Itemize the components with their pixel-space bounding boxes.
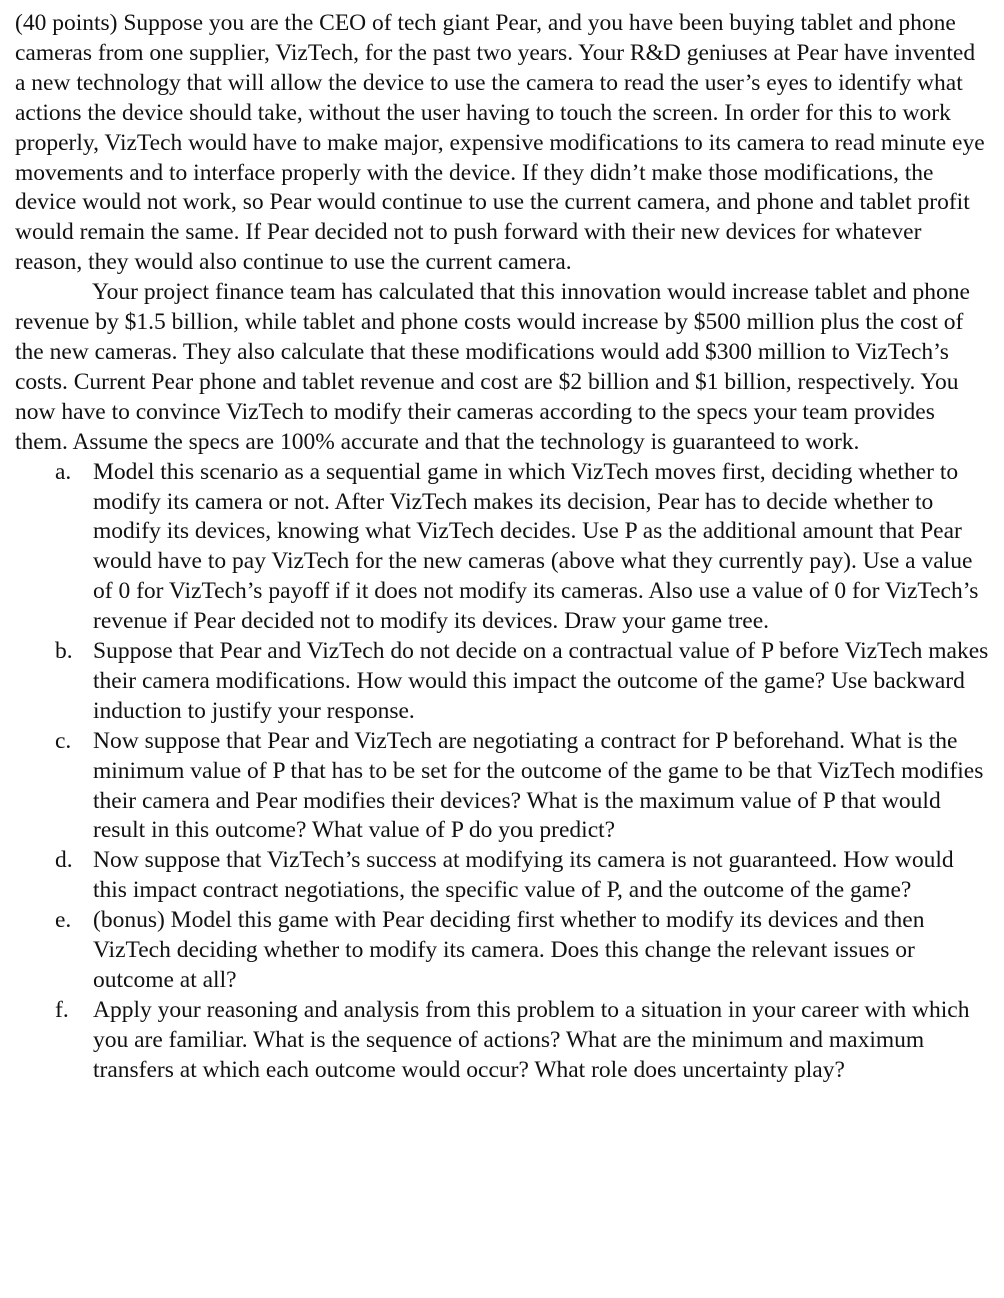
question-item-d bbox=[15, 846, 990, 906]
question-item-c bbox=[15, 727, 990, 847]
question-label: a. bbox=[55, 458, 72, 485]
question-label: e. bbox=[55, 907, 72, 934]
question-item-b bbox=[15, 637, 990, 727]
question-item-e bbox=[15, 906, 990, 996]
question-text: Suppose that Pear and VizTech do not decide on a contractual value of P before VizTech makes their camera modifications. How would this impact the outcome of the game? Use backward induction to justify your response. bbox=[93, 638, 989, 724]
question-label: c. bbox=[55, 727, 72, 754]
question-text: Apply your reasoning and analysis from this problem to a situation in your career with which you are familiar. What is the sequence of actions? What are the minimum and maximum transfers at which each outcome would occur? What role does uncertainty play? bbox=[93, 996, 970, 1083]
question-list bbox=[15, 458, 990, 1086]
question-label: b. bbox=[55, 638, 73, 665]
question-item-f bbox=[15, 996, 990, 1086]
question-label: d. bbox=[55, 847, 73, 874]
finance-paragraph: Your project finance team has calculated that this innovation would increase tablet and phone revenue by $1.5 billion, while tablet and phone costs would increase by $500 million plus the cost of the new cameras. They also calculate that these modifications would add $300 million to VizTech’s costs. Current Pear phone and tablet revenue and cost are $2 billion and $1 billion, respectively. You now have to convince VizTech to modify their cameras according to the specs your team provides them. Assume the specs are 100% accurate and that the technology is guaranteed to work. bbox=[15, 279, 970, 455]
question-item-a bbox=[15, 458, 990, 637]
question-text: Model this scenario as a sequential game in which VizTech moves first, deciding whether to modify its camera or not. After VizTech makes its decision, Pear has to decide whether to modify its devices, knowing what VizTech decides. Use P as the additional amount that Pear would have to pay VizTech for the new cameras (above what they currently pay). Use a value of 0 for VizTech’s payoff if it does not modify its cameras. Also use a value of 0 for VizTech’s revenue if Pear decided not to modify its devices. Draw your game tree. bbox=[93, 458, 979, 635]
question-text: Now suppose that VizTech’s success at modifying its camera is not guaranteed. How would this impact contract negotiations, the specific value of P, and the outcome of the game? bbox=[93, 847, 954, 904]
question-text: (bonus) Model this game with Pear deciding first whether to modify its devices and then VizTech deciding whether to modify its camera. Does this change the relevant issues or outcome at all? bbox=[93, 907, 925, 993]
problem-document bbox=[15, 9, 990, 1086]
question-label: f. bbox=[55, 996, 69, 1023]
intro-paragraph: (40 points) Suppose you are the CEO of tech giant Pear, and you have been buying tablet and phone cameras from one supplier, VizTech, for the past two years. Your R&D geniuses at Pear have invented a new technology that will allow the device to use the camera to read the user’s eyes to identify what actions the device should take, without the user having to touch the screen. In order for this to work properly, VizTech would have to make major, expensive modifications to its camera to read minute eye movements and to interface properly with the device. If they didn’t make those modifications, the device would not work, so Pear would continue to use the current camera, and phone and tablet profit would remain the same. If Pear decided not to push forward with their new devices for whatever reason, they would also continue to use the current camera. bbox=[15, 10, 985, 276]
question-text: Now suppose that Pear and VizTech are negotiating a contract for P beforehand. What is the minimum value of P that has to be set for the outcome of the game to be that VizTech modifies their camera and Pear modifies their devices? What is the maximum value of P that would result in this outcome? What value of P do you predict? bbox=[93, 727, 984, 844]
